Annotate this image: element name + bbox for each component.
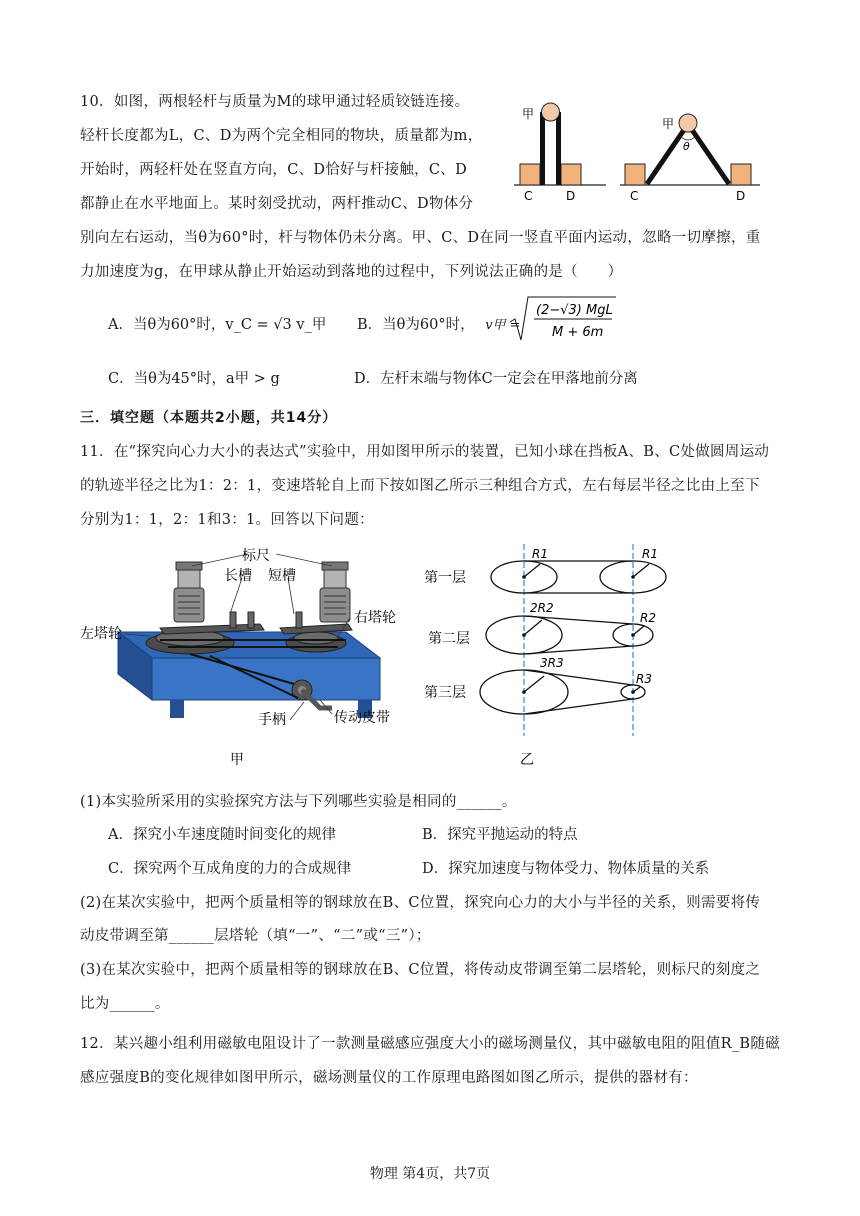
q10-line-2: 轻杆长度都为L，C、D为两个完全相同的物块，质量都为m，	[80, 128, 483, 144]
label-theta: θ	[683, 140, 690, 153]
section-3-heading: 三．填空题（本题共2小题，共14分）	[80, 410, 338, 426]
label-d-1: D	[566, 189, 576, 203]
q10-option-d: D．左杆末端与物体C一定会在甲落地前分离	[354, 371, 638, 387]
q12-line-2: 感应强度B的变化规律如图甲所示，磁场测量仪的工作原理电路图如图乙所示，提供的器材有：	[80, 1070, 698, 1086]
label-duancao: 短槽	[268, 568, 296, 584]
q10-option-b	[357, 313, 521, 334]
q10-line-5: 别向左右运动，当θ为60°时，杆与物体仍未分离。甲、C、D在同一竖直平面内运动，忽略一切摩擦，重	[80, 230, 761, 246]
label-layer-2: 第二层	[428, 631, 470, 647]
label-c-2: C	[630, 189, 639, 203]
q11-option-b: B．探究平抛运动的特点	[422, 827, 578, 843]
label-a: A	[204, 613, 213, 628]
fraction-numerator: (2−√3) MgL	[536, 303, 613, 318]
label-layer-3: 第三层	[424, 685, 466, 701]
caption-jia: 甲	[230, 752, 244, 768]
label-r1-left: R1	[532, 547, 548, 561]
q10-line-1: 10．如图，两根轻杆与质量为M的球甲通过轻质铰链连接。	[80, 94, 470, 110]
fraction-denominator: M + 6m	[552, 325, 604, 340]
q11-part-2-line-1: (2)在某次实验中，把两个质量相等的钢球放在B、C位置，探究向心力的大小与半径的关系，则需要将传	[80, 895, 761, 911]
q11-part-1: (1)本实验所采用的实验探究方法与下列哪些实验是相同的______。	[80, 794, 517, 810]
block-d-right	[731, 164, 751, 185]
q10-option-a: A．当θ为60°时，v_C = √3 v_甲	[108, 317, 327, 333]
ball-jia-left	[542, 103, 560, 121]
label-youtalun: 右塔轮	[354, 610, 396, 626]
rod-right-2	[688, 124, 729, 184]
caption-yi: 乙	[520, 752, 534, 768]
q11-line-3: 分别为1：1，2：1和3：1。回答以下问题：	[80, 512, 374, 528]
rod-left-2	[556, 112, 561, 185]
label-shoubing: 手柄	[258, 712, 286, 728]
q10-option-c: C．当θ为45°时，a甲 > g	[108, 371, 280, 387]
q10-line-3: 开始时，两轻杆处在竖直方向，C、D恰好与杆接触，C、D	[80, 162, 468, 178]
label-layer-1: 第一层	[424, 570, 466, 586]
q11-part-3-line-1: (3)在某次实验中，把两个质量相等的钢球放在B、C位置，将传动皮带调至第二层塔轮，则标尺的刻度之	[80, 962, 761, 978]
q10-line-6: 力加速度为g，在甲球从静止开始运动到落地的过程中，下列说法正确的是（ ）	[80, 264, 623, 280]
block-d-left	[561, 164, 581, 185]
label-d-2: D	[736, 189, 746, 203]
q11-part-2-line-2: 动皮带调至第______层塔轮（填“一”、“二”或“三”）；	[80, 928, 431, 944]
label-c: C	[306, 613, 316, 628]
block-c-right	[625, 164, 645, 185]
label-jia-2: 甲	[662, 117, 675, 131]
q10-figure	[510, 92, 770, 204]
rod-left-1	[540, 112, 545, 185]
label-r3-right: R3	[636, 672, 652, 686]
q11-line-2: 的轨迹半径之比为1：2：1，变速塔轮自上而下按如图乙所示三种组合方式，左右每层半径之比由上至下	[80, 478, 760, 494]
figure-jia-apparatus	[80, 540, 420, 775]
ball-jia-right	[679, 114, 697, 132]
label-r2-right: R2	[640, 611, 656, 625]
q11-option-c: C．探究两个互成角度的力的合成规律	[108, 861, 352, 877]
block-c-left	[520, 164, 540, 185]
label-r1-right: R1	[642, 547, 658, 561]
label-2r2: 2R2	[530, 601, 554, 615]
sqrt-fraction	[508, 294, 618, 344]
q11-option-d: D．探究加速度与物体受力、物体质量的关系	[422, 861, 710, 877]
label-c-1: C	[524, 189, 533, 203]
page-footer: 物理 第4页，共7页	[369, 1166, 491, 1182]
label-zuotalun: 左塔轮	[80, 626, 122, 642]
q12-line-1: 12．某兴趣小组利用磁敏电阻设计了一款测量磁感应强度大小的磁场测量仪，其中磁敏电阻的阻值R_B随磁	[80, 1036, 780, 1052]
label-b: B	[238, 613, 247, 628]
q11-part-3-line-2: 比为______。	[80, 996, 170, 1012]
q10-option-b-lhs: v甲 =	[485, 318, 521, 333]
q10-line-4: 都静止在水平地面上。某时刻受扰动，两杆推动C、D物体分	[80, 196, 474, 212]
label-3r3: 3R3	[540, 656, 564, 670]
label-biaochi: 标尺	[242, 548, 270, 564]
rod-right-1	[647, 124, 688, 184]
label-changcao: 长槽	[224, 568, 252, 584]
q11-option-a: A．探究小车速度随时间变化的规律	[108, 827, 336, 843]
q10-option-b-prefix: B．当θ为60°时，	[357, 317, 475, 333]
figure-yi-pulleys	[420, 540, 700, 770]
label-pidai: 传动皮带	[334, 710, 390, 726]
q11-line-1: 11．在“探究向心力大小的表达式”实验中，用如图甲所示的装置，已知小球在挡板A、B、C处做圆周运动	[80, 444, 770, 460]
label-jia-1: 甲	[522, 107, 535, 121]
